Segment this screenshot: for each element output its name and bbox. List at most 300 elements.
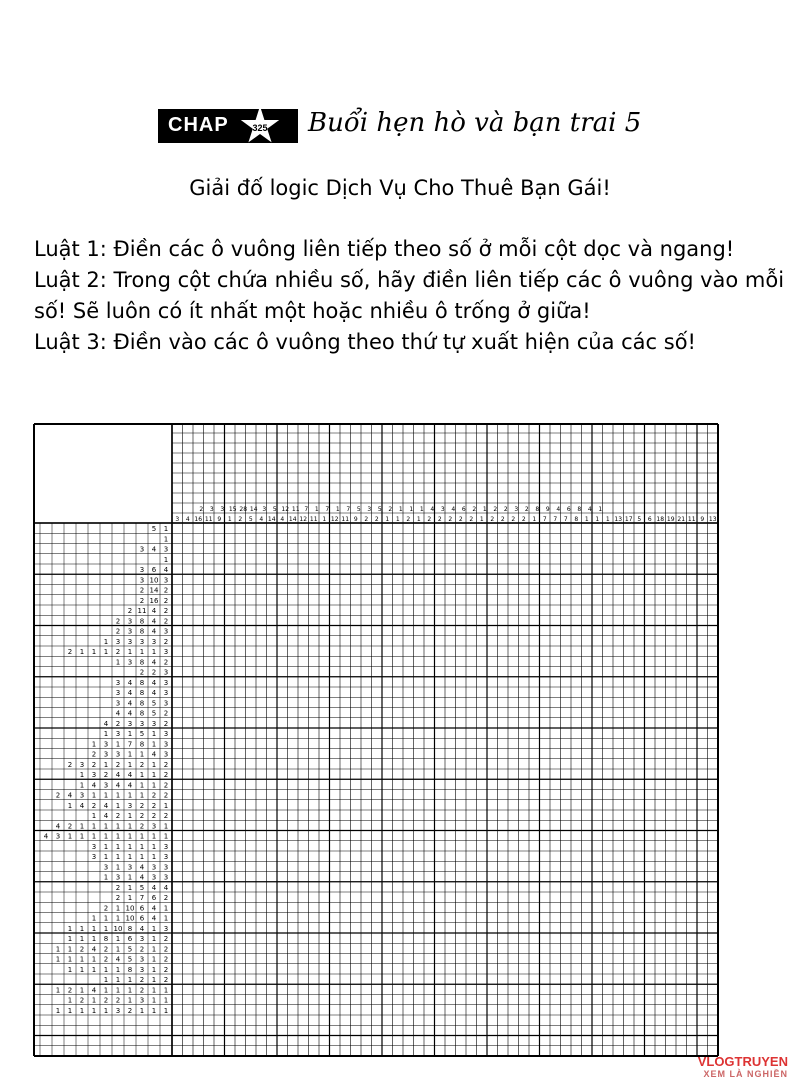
row-clue: 1 bbox=[67, 832, 73, 841]
row-clue: 3 bbox=[163, 842, 169, 851]
row-clue: 1 bbox=[67, 935, 73, 944]
row-clue: 1 bbox=[127, 832, 133, 841]
column-clue: 2 bbox=[511, 516, 516, 523]
row-clue: 5 bbox=[127, 955, 133, 964]
row-clue: 1 bbox=[67, 945, 73, 954]
row-clue: 1 bbox=[127, 986, 133, 995]
row-clue: 3 bbox=[151, 873, 157, 882]
row-clue: 2 bbox=[115, 760, 121, 769]
row-clue: 2 bbox=[115, 719, 121, 728]
column-clue: 14 bbox=[267, 516, 276, 523]
watermark-brand: VLOGTRUYEN bbox=[697, 1054, 788, 1069]
column-clue: 1 bbox=[605, 516, 610, 523]
row-clue: 1 bbox=[103, 648, 109, 657]
column-clue: 4 bbox=[587, 506, 592, 513]
row-clue: 1 bbox=[91, 812, 97, 821]
row-clue: 2 bbox=[163, 935, 169, 944]
row-clue: 2 bbox=[79, 945, 85, 954]
column-clue: 4 bbox=[280, 516, 285, 523]
row-clue: 2 bbox=[163, 812, 169, 821]
column-clue: 3 bbox=[514, 506, 519, 513]
row-clue: 2 bbox=[163, 658, 169, 667]
row-clue: 1 bbox=[79, 832, 85, 841]
row-clue: 8 bbox=[139, 689, 145, 698]
column-clue: 2 bbox=[493, 506, 498, 513]
row-clue: 1 bbox=[55, 1006, 61, 1015]
row-clue: 8 bbox=[127, 965, 133, 974]
row-clue: 2 bbox=[163, 607, 169, 616]
column-clue: 1 bbox=[584, 516, 589, 523]
row-clue: 1 bbox=[127, 750, 133, 759]
column-clue: 1 bbox=[419, 506, 424, 513]
row-clue: 6 bbox=[127, 935, 133, 944]
row-clue: 2 bbox=[115, 617, 121, 626]
column-clue: 2 bbox=[406, 516, 411, 523]
column-clue: 1 bbox=[482, 506, 487, 513]
row-clue: 1 bbox=[151, 740, 157, 749]
row-clue: 1 bbox=[115, 801, 121, 810]
column-clue: 12 bbox=[281, 506, 290, 513]
row-clue: 1 bbox=[91, 740, 97, 749]
row-clue: 3 bbox=[127, 637, 133, 646]
row-clue: 3 bbox=[115, 699, 121, 708]
column-clue: 2 bbox=[448, 516, 453, 523]
row-clue: 3 bbox=[163, 545, 169, 554]
row-clue: 1 bbox=[91, 935, 97, 944]
row-clue: 1 bbox=[163, 822, 169, 831]
row-clue: 3 bbox=[103, 863, 109, 872]
row-clue: 1 bbox=[151, 730, 157, 739]
row-clue: 4 bbox=[151, 689, 157, 698]
row-clue: 1 bbox=[91, 955, 97, 964]
row-clue: 1 bbox=[139, 853, 145, 862]
column-clue: 9 bbox=[353, 516, 358, 523]
row-clue: 2 bbox=[163, 894, 169, 903]
row-clue: 6 bbox=[139, 914, 145, 923]
row-clue: 3 bbox=[79, 760, 85, 769]
row-clue: 3 bbox=[115, 678, 121, 687]
column-clue: 5 bbox=[356, 506, 361, 513]
row-clue: 1 bbox=[79, 965, 85, 974]
row-clue: 3 bbox=[127, 617, 133, 626]
column-clue: 7 bbox=[346, 506, 351, 513]
row-clue: 3 bbox=[127, 863, 133, 872]
row-clue: 2 bbox=[151, 668, 157, 677]
row-clue: 4 bbox=[151, 678, 157, 687]
row-clue: 2 bbox=[163, 965, 169, 974]
column-clue: 9 bbox=[700, 516, 705, 523]
row-clue: 7 bbox=[127, 740, 133, 749]
row-clue: 2 bbox=[163, 637, 169, 646]
column-clue: 14 bbox=[249, 506, 258, 513]
row-clue: 1 bbox=[55, 955, 61, 964]
row-clue: 3 bbox=[139, 955, 145, 964]
column-clue: 3 bbox=[220, 506, 225, 513]
row-clue: 3 bbox=[127, 801, 133, 810]
row-clue: 1 bbox=[127, 812, 133, 821]
row-clue: 3 bbox=[151, 637, 157, 646]
row-clue: 1 bbox=[151, 955, 157, 964]
row-clue: 1 bbox=[103, 822, 109, 831]
row-clue: 2 bbox=[163, 791, 169, 800]
column-clue: 12 bbox=[330, 516, 339, 523]
row-clue: 2 bbox=[151, 791, 157, 800]
row-clue: 8 bbox=[139, 699, 145, 708]
row-clue: 3 bbox=[91, 853, 97, 862]
column-clue: 11 bbox=[309, 516, 318, 523]
row-clue: 2 bbox=[103, 771, 109, 780]
row-clue: 4 bbox=[79, 801, 85, 810]
row-clue: 4 bbox=[115, 709, 121, 718]
column-clue: 7 bbox=[563, 516, 568, 523]
row-clue: 2 bbox=[163, 771, 169, 780]
row-clue: 1 bbox=[151, 945, 157, 954]
row-clue: 1 bbox=[79, 935, 85, 944]
row-clue: 3 bbox=[163, 740, 169, 749]
row-clue: 1 bbox=[115, 832, 121, 841]
column-clue: 2 bbox=[199, 506, 204, 513]
row-clue: 1 bbox=[67, 965, 73, 974]
row-clue: 1 bbox=[91, 822, 97, 831]
row-clue: 2 bbox=[103, 904, 109, 913]
row-clue: 2 bbox=[67, 986, 73, 995]
column-clue: 6 bbox=[647, 516, 652, 523]
column-clue: 2 bbox=[521, 516, 526, 523]
row-clue: 4 bbox=[151, 545, 157, 554]
row-clue: 4 bbox=[151, 658, 157, 667]
column-clue: 15 bbox=[228, 506, 237, 513]
row-clue: 3 bbox=[151, 863, 157, 872]
row-clue: 1 bbox=[139, 842, 145, 851]
row-clue: 3 bbox=[139, 965, 145, 974]
row-clue: 4 bbox=[139, 873, 145, 882]
row-clue: 2 bbox=[103, 955, 109, 964]
column-clue: 19 bbox=[666, 516, 675, 523]
row-clue: 1 bbox=[151, 935, 157, 944]
row-clue: 3 bbox=[139, 637, 145, 646]
column-clue: 6 bbox=[461, 506, 466, 513]
row-clue: 1 bbox=[127, 883, 133, 892]
row-clue: 4 bbox=[55, 822, 61, 831]
row-clue: 4 bbox=[127, 699, 133, 708]
column-clue: 11 bbox=[291, 506, 300, 513]
column-clue: 1 bbox=[595, 516, 600, 523]
row-clue: 3 bbox=[139, 545, 145, 554]
row-clue: 11 bbox=[137, 607, 147, 616]
row-clue: 1 bbox=[151, 842, 157, 851]
column-clue: 12 bbox=[299, 516, 308, 523]
column-clue: 2 bbox=[364, 516, 369, 523]
column-clue: 4 bbox=[259, 516, 264, 523]
row-clue: 2 bbox=[91, 750, 97, 759]
row-clue: 3 bbox=[115, 873, 121, 882]
row-clue: 4 bbox=[139, 863, 145, 872]
column-clue: 3 bbox=[440, 506, 445, 513]
row-clue: 4 bbox=[163, 566, 169, 575]
column-clue: 1 bbox=[314, 506, 319, 513]
row-clue: 3 bbox=[163, 689, 169, 698]
row-clue: 1 bbox=[115, 914, 121, 923]
row-clue: 2 bbox=[91, 801, 97, 810]
row-clue: 1 bbox=[103, 976, 109, 985]
row-clue: 1 bbox=[115, 658, 121, 667]
row-clue: 4 bbox=[43, 832, 49, 841]
row-clue: 10 bbox=[113, 924, 123, 933]
row-clue: 3 bbox=[163, 863, 169, 872]
column-clue: 1 bbox=[335, 506, 340, 513]
chapter-label: CHAP bbox=[168, 114, 229, 136]
column-clue: 13 bbox=[708, 516, 717, 523]
row-clue: 4 bbox=[103, 812, 109, 821]
row-clue: 1 bbox=[115, 822, 121, 831]
row-clue: 1 bbox=[115, 976, 121, 985]
column-clue: 4 bbox=[185, 516, 190, 523]
column-clue: 9 bbox=[217, 516, 222, 523]
row-clue: 3 bbox=[151, 719, 157, 728]
row-clue: 1 bbox=[139, 750, 145, 759]
row-clue: 4 bbox=[127, 689, 133, 698]
row-clue: 1 bbox=[103, 914, 109, 923]
row-clue: 6 bbox=[139, 904, 145, 913]
row-clue: 3 bbox=[103, 750, 109, 759]
rule-1: Luật 1: Điền các ô vuông liên tiếp theo số ở mỗi cột dọc và ngang! bbox=[34, 237, 735, 261]
column-clue: 2 bbox=[437, 516, 442, 523]
row-clue: 2 bbox=[139, 986, 145, 995]
row-clue: 2 bbox=[115, 996, 121, 1005]
column-clue: 7 bbox=[553, 516, 558, 523]
row-clue: 2 bbox=[115, 883, 121, 892]
column-clue: 18 bbox=[656, 516, 665, 523]
row-clue: 2 bbox=[67, 760, 73, 769]
row-clue: 2 bbox=[139, 812, 145, 821]
row-clue: 1 bbox=[103, 791, 109, 800]
column-clue: 2 bbox=[503, 506, 508, 513]
row-clue: 2 bbox=[67, 822, 73, 831]
column-clue: 11 bbox=[341, 516, 350, 523]
row-clue: 3 bbox=[55, 832, 61, 841]
row-clue: 2 bbox=[163, 596, 169, 605]
row-clue: 4 bbox=[127, 678, 133, 687]
row-clue: 3 bbox=[115, 689, 121, 698]
row-clue: 2 bbox=[127, 1006, 133, 1015]
column-clue: 3 bbox=[209, 506, 214, 513]
row-clue: 1 bbox=[163, 525, 169, 534]
row-clue: 4 bbox=[103, 719, 109, 728]
row-clue: 3 bbox=[91, 842, 97, 851]
row-clue: 1 bbox=[67, 924, 73, 933]
row-clue: 1 bbox=[91, 791, 97, 800]
row-clue: 1 bbox=[163, 996, 169, 1005]
row-clue: 4 bbox=[151, 627, 157, 636]
row-clue: 2 bbox=[163, 781, 169, 790]
column-clue: 2 bbox=[458, 516, 463, 523]
column-clue: 1 bbox=[395, 516, 400, 523]
row-clue: 1 bbox=[55, 986, 61, 995]
row-clue: 3 bbox=[163, 730, 169, 739]
row-clue: 4 bbox=[127, 781, 133, 790]
row-clue: 1 bbox=[151, 781, 157, 790]
row-clue: 3 bbox=[127, 658, 133, 667]
row-clue: 2 bbox=[103, 996, 109, 1005]
row-clue: 1 bbox=[139, 1006, 145, 1015]
row-clue: 1 bbox=[151, 832, 157, 841]
row-clue: 3 bbox=[163, 576, 169, 585]
row-clue: 3 bbox=[115, 637, 121, 646]
row-clue: 1 bbox=[139, 771, 145, 780]
row-clue: 4 bbox=[91, 986, 97, 995]
row-clue: 2 bbox=[163, 586, 169, 595]
row-clue: 3 bbox=[103, 740, 109, 749]
watermark-tagline: XEM LÀ NGHIỀN bbox=[703, 1069, 788, 1079]
row-clue: 1 bbox=[67, 1006, 73, 1015]
row-clue: 3 bbox=[163, 699, 169, 708]
column-clue: 1 bbox=[409, 506, 414, 513]
row-clue: 4 bbox=[115, 771, 121, 780]
column-clue: 8 bbox=[577, 506, 582, 513]
row-clue: 1 bbox=[163, 1006, 169, 1015]
row-clue: 1 bbox=[67, 955, 73, 964]
row-clue: 2 bbox=[139, 822, 145, 831]
row-clue: 1 bbox=[79, 771, 85, 780]
row-clue: 3 bbox=[127, 627, 133, 636]
row-clue: 1 bbox=[115, 842, 121, 851]
column-clue: 1 bbox=[479, 516, 484, 523]
column-clue: 7 bbox=[304, 506, 309, 513]
row-clue: 1 bbox=[91, 965, 97, 974]
row-clue: 3 bbox=[163, 853, 169, 862]
row-clue: 1 bbox=[151, 771, 157, 780]
row-clue: 1 bbox=[115, 945, 121, 954]
row-clue: 1 bbox=[91, 1006, 97, 1015]
row-clue: 14 bbox=[149, 586, 159, 595]
column-clue: 11 bbox=[204, 516, 213, 523]
column-clue: 3 bbox=[175, 516, 180, 523]
row-clue: 2 bbox=[127, 607, 133, 616]
row-clue: 1 bbox=[115, 791, 121, 800]
row-clue: 2 bbox=[139, 945, 145, 954]
row-clue: 2 bbox=[139, 801, 145, 810]
column-clue: 2 bbox=[472, 506, 477, 513]
row-clue: 1 bbox=[127, 894, 133, 903]
row-clue: 2 bbox=[151, 801, 157, 810]
watermark bbox=[698, 1054, 788, 1079]
column-clue: 2 bbox=[374, 516, 379, 523]
row-clue: 2 bbox=[139, 596, 145, 605]
row-clue: 4 bbox=[67, 791, 73, 800]
column-clue: 5 bbox=[272, 506, 277, 513]
row-clue: 1 bbox=[151, 996, 157, 1005]
row-clue: 7 bbox=[139, 894, 145, 903]
rule-3: Luật 3: Điền vào các ô vuông theo thứ tự xuất hiện của các số! bbox=[34, 330, 696, 354]
row-clue: 1 bbox=[115, 853, 121, 862]
row-clue: 8 bbox=[139, 740, 145, 749]
chapter-number: 325 bbox=[252, 123, 268, 133]
column-clue: 5 bbox=[377, 506, 382, 513]
row-clue: 2 bbox=[115, 894, 121, 903]
row-clue: 8 bbox=[139, 678, 145, 687]
column-clue: 1 bbox=[598, 506, 603, 513]
row-clue: 5 bbox=[151, 699, 157, 708]
row-clue: 1 bbox=[127, 842, 133, 851]
row-clue: 8 bbox=[139, 627, 145, 636]
row-clue: 1 bbox=[91, 996, 97, 1005]
column-clue: 2 bbox=[524, 506, 529, 513]
row-clue: 2 bbox=[163, 719, 169, 728]
row-clue: 4 bbox=[103, 801, 109, 810]
row-clue: 2 bbox=[115, 627, 121, 636]
row-clue: 4 bbox=[151, 607, 157, 616]
row-clue: 4 bbox=[127, 771, 133, 780]
row-clue: 8 bbox=[127, 924, 133, 933]
row-clue: 1 bbox=[127, 853, 133, 862]
row-clue: 1 bbox=[163, 832, 169, 841]
column-clue: 1 bbox=[322, 516, 327, 523]
row-clue: 2 bbox=[139, 760, 145, 769]
row-clue: 4 bbox=[151, 883, 157, 892]
row-clue: 1 bbox=[151, 924, 157, 933]
row-clue: 1 bbox=[127, 873, 133, 882]
column-clue: 8 bbox=[574, 516, 579, 523]
row-clue: 1 bbox=[127, 822, 133, 831]
row-clue: 1 bbox=[103, 730, 109, 739]
column-clue: 4 bbox=[430, 506, 435, 513]
row-clue: 10 bbox=[149, 576, 159, 585]
row-clue: 4 bbox=[151, 617, 157, 626]
column-clue: 2 bbox=[388, 506, 393, 513]
row-clue: 1 bbox=[115, 863, 121, 872]
row-clue: 3 bbox=[139, 719, 145, 728]
row-clue: 5 bbox=[139, 883, 145, 892]
row-clue: 4 bbox=[115, 781, 121, 790]
row-clue: 1 bbox=[79, 648, 85, 657]
row-clue: 2 bbox=[163, 955, 169, 964]
row-clue: 8 bbox=[103, 935, 109, 944]
row-clue: 1 bbox=[163, 904, 169, 913]
row-clue: 1 bbox=[55, 945, 61, 954]
row-clue: 10 bbox=[125, 914, 135, 923]
row-clue: 1 bbox=[103, 1006, 109, 1015]
row-clue: 4 bbox=[151, 750, 157, 759]
column-clue: 4 bbox=[556, 506, 561, 513]
column-clue: 9 bbox=[545, 506, 550, 513]
row-clue: 2 bbox=[163, 760, 169, 769]
column-clue: 2 bbox=[500, 516, 505, 523]
row-clue: 3 bbox=[115, 750, 121, 759]
column-clue: 3 bbox=[367, 506, 372, 513]
row-clue: 3 bbox=[79, 791, 85, 800]
column-clue: 7 bbox=[325, 506, 330, 513]
row-clue: 1 bbox=[79, 924, 85, 933]
column-clue: 4 bbox=[451, 506, 456, 513]
row-clue: 2 bbox=[163, 976, 169, 985]
row-clue: 6 bbox=[151, 894, 157, 903]
row-clue: 8 bbox=[139, 709, 145, 718]
row-clue: 1 bbox=[79, 822, 85, 831]
row-clue: 1 bbox=[163, 986, 169, 995]
row-clue: 1 bbox=[79, 955, 85, 964]
row-clue: 8 bbox=[139, 617, 145, 626]
row-clue: 1 bbox=[103, 842, 109, 851]
row-clue: 1 bbox=[115, 740, 121, 749]
row-clue: 2 bbox=[139, 586, 145, 595]
row-clue: 1 bbox=[103, 965, 109, 974]
column-clue: 11 bbox=[687, 516, 696, 523]
row-clue: 3 bbox=[163, 627, 169, 636]
row-clue: 1 bbox=[151, 760, 157, 769]
row-clue: 1 bbox=[115, 986, 121, 995]
row-clue: 8 bbox=[139, 658, 145, 667]
row-clue: 3 bbox=[127, 719, 133, 728]
